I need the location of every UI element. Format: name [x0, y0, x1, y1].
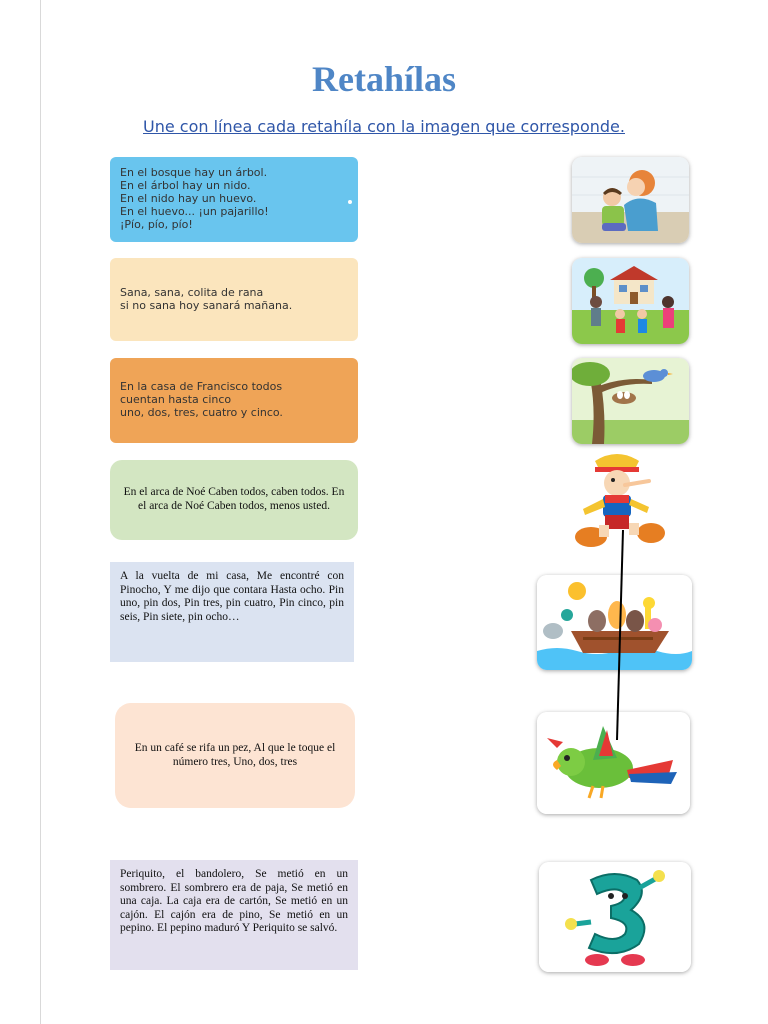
rhyme-card-2[interactable]: [110, 258, 358, 341]
rhyme-card-4[interactable]: [110, 460, 358, 540]
rhyme-card-1[interactable]: [110, 157, 358, 242]
rhyme-card-3[interactable]: [110, 358, 358, 443]
rhyme-line: si no sana hoy sanará mañana.: [120, 298, 293, 312]
image-noahs-ark[interactable]: [537, 575, 692, 670]
image-tree-nest[interactable]: [572, 358, 689, 444]
rhyme-line: En el árbol hay un nido.: [120, 179, 251, 193]
rhyme-line: cuentan hasta cinco: [120, 393, 232, 407]
family-house-icon: [572, 258, 689, 344]
rhyme-line: ¡Pío, pío, pío!: [120, 217, 193, 231]
tree-nest-bird-icon: [572, 358, 689, 444]
number-three-icon: [539, 862, 691, 972]
rhyme-line: En el nido hay un huevo.: [120, 192, 257, 206]
rhyme-line: Sana, sana, colita de rana: [120, 285, 264, 299]
card-dot-icon: [348, 200, 352, 204]
rhyme-text: En el arca de Noé Caben todos, caben todos. En el arca de Noé Caben todos, menos usted.: [123, 486, 345, 512]
mother-child-icon: [572, 157, 689, 243]
image-number-three[interactable]: [539, 862, 691, 972]
pinocchio-icon: [565, 447, 675, 555]
rhyme-line: En el bosque hay un árbol.: [120, 166, 268, 180]
rhyme-line: En la casa de Francisco todos: [120, 380, 283, 394]
image-mother-child[interactable]: [572, 157, 689, 243]
rhyme-line: En el huevo... ¡un pajarillo!: [120, 204, 269, 218]
image-family-house[interactable]: [572, 258, 689, 344]
rhyme-card-6[interactable]: [115, 703, 355, 808]
rhyme-card-5[interactable]: [110, 562, 354, 662]
rhyme-line: uno, dos, tres, cuatro y cinco.: [120, 405, 283, 419]
rhyme-text: A la vuelta de mi casa, Me encontré con Pinocho, Y me dijo que contara Hasta ocho. Pin uno, pin dos, Pin tres, pin cuatro, Pin cinco, pin seis, Pin siete, pin ocho…: [120, 570, 344, 623]
rhyme-text: Periquito, el bandolero, Se metió en un sombrero. El sombrero era de paja, Se metió en una caja. La caja era de cartón, Se metió en un cajón. El cajón era de pino, Se metió en un pepino. El pepino maduró Y Periquito se salvó.: [120, 868, 348, 935]
noahs-ark-icon: [537, 575, 692, 670]
page-title: Retahílas: [312, 59, 456, 99]
rhyme-card-7[interactable]: [110, 860, 358, 970]
instruction: Une con línea cada retahíla con la imagen que corresponde.: [143, 117, 625, 136]
page-margin-line: [40, 0, 41, 1024]
green-parrot-icon: [537, 712, 690, 814]
image-parrot[interactable]: [537, 712, 690, 814]
rhyme-text: En un café se rifa un pez, Al que le toque el número tres, Uno, dos, tres: [134, 741, 336, 768]
image-pinocchio[interactable]: [565, 447, 675, 555]
